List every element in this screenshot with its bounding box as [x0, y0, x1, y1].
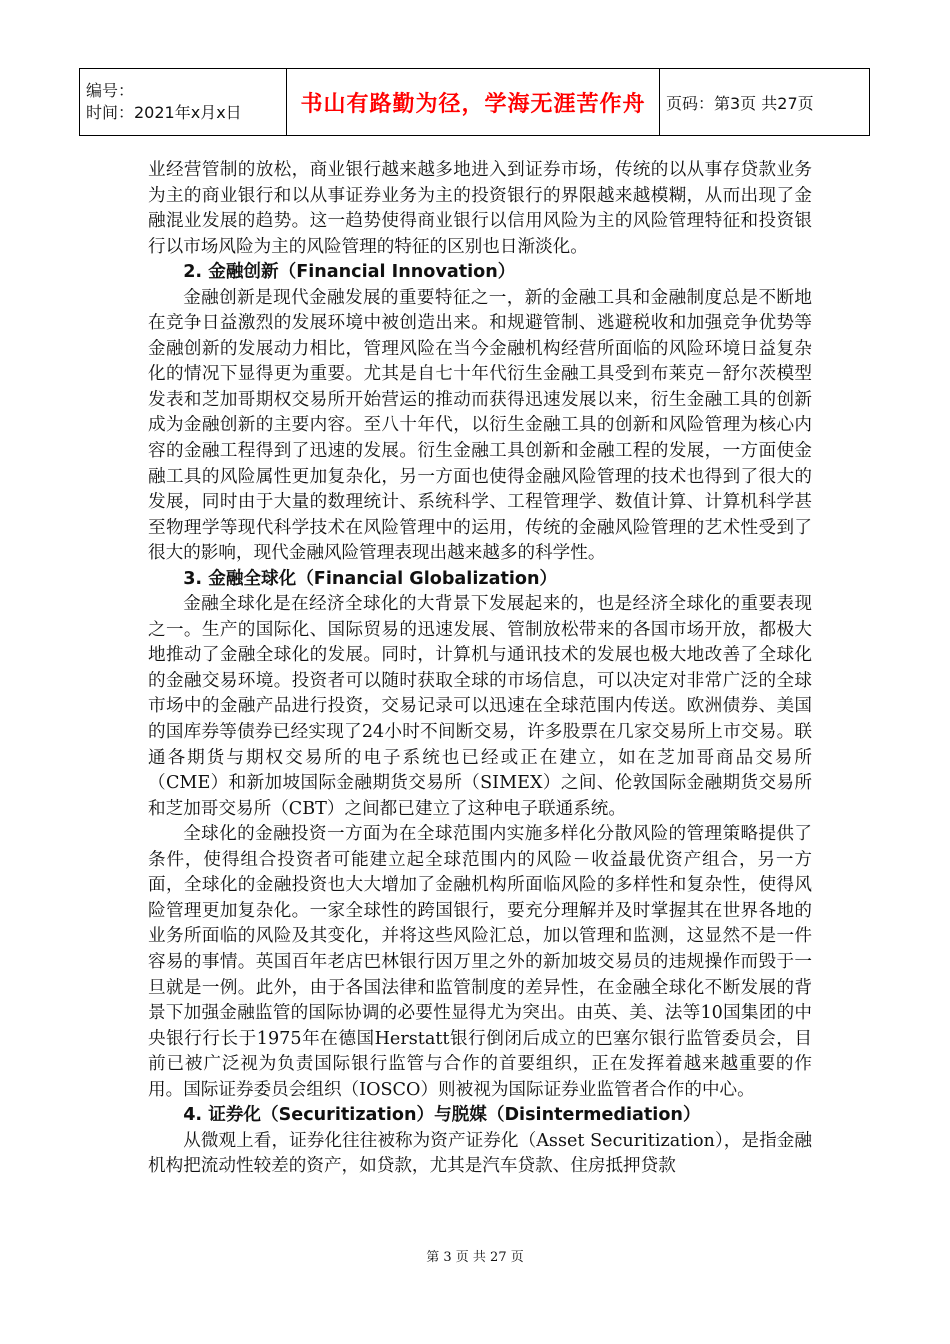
header-motto: 书山有路勤为径，学海无涯苦作舟 [287, 69, 660, 136]
document-body [148, 158, 812, 1180]
paragraph-globalization-2: 全球化的金融投资一方面为在全球范围内实施多样化分散风险的管理策略提供了条件，使得组合投资者可能建立起全球范围内的风险－收益最优资产组合，另一方面，全球化的金融投资也大大增加了金融机构所面临风险的多样性和复杂性，使得风险管理更加复杂化。一家全球性的跨国银行，要充分理解并及时掌握其在世界各地的业务所面临的风险及其变化，并将这些风险汇总，加以管理和监测，这显然不是一件容易的事情。英国百年老店巴林银行因万里之外的新加坡交易员的违规操作而毁于一旦就是一例。此外，由于各国法律和监管制度的差异性，在金融全球化不断发展的背景下加强金融监管的国际协调的必要性显得尤为突出。由英、美、法等10国集团的中央银行行长于1975年在德国Herstatt银行倒闭后成立的巴塞尔银行监管委员会，目前已被广泛视为负责国际银行监管与合作的首要组织，正在发挥着越来越重要的作用。国际证券委员会组织（IOSCO）则被视为国际证券业监管者合作的中心。 [148, 824, 812, 1100]
page-footer: 第 3 页 共 27 页 [426, 1250, 524, 1265]
header-meta [80, 69, 287, 136]
paragraph-continued: 业经营管制的放松，商业银行越来越多地进入到证券市场，传统的以从事存贷款业务为主的商业银行和以从事证券业务为主的投资银行的界限越来越模糊，从而出现了金融混业发展的趋势。这一趋势使得商业银行以信用风险为主的风险管理特征和投资银行以市场风险为主的风险管理的特征的区别也日渐淡化。 [148, 160, 812, 257]
document-date-label: 时间：2021年x月x日 [86, 103, 242, 122]
paragraph-securitization: 从微观上看，证券化往往被称为资产证券化（Asset Securitization），是指金融机构把流动性较差的资产，如贷款，尤其是汽车贷款、住房抵押贷款 [148, 1130, 812, 1177]
page-header [79, 68, 870, 136]
paragraph-financial-innovation: 金融创新是现代金融发展的重要特征之一，新的金融工具和金融制度总是不断地在竞争日益激烈的发展环境中被创造出来。和规避管制、逃避税收和加强竞争优势等金融创新的发展动力相比，管理风险在当今金融机构经营所面临的风险环境日益复杂化的情况下显得更为重要。尤其是自七十年代衍生金融工具受到布莱克－舒尔茨模型发表和芝加哥期权交易所开始营运的推动而获得迅速发展以来，衍生金融工具的创新成为金融创新的主要内容。至八十年代，以衍生金融工具的创新和风险管理为核心内容的金融工程得到了迅速的发展。衍生金融工具创新和金融工程的发展，一方面使金融工具的风险属性更加复杂化，另一方面也使得金融风险管理的技术也得到了很大的发展，同时由于大量的数理统计、系统科学、工程管理学、数值计算、计算机科学甚至物理学等现代科学技术在风险管理中的运用，传统的金融风险管理的艺术性受到了很大的影响，现代金融风险管理表现出越来越多的科学性。 [148, 287, 812, 564]
section-heading-financial-innovation: 2. 金融创新（Financial Innovation） [183, 262, 516, 283]
section-heading-financial-globalization: 3. 金融全球化（Financial Globalization） [183, 568, 558, 589]
section-heading-securitization: 4. 证券化（Securitization）与脱媒（Disintermediation） [183, 1105, 701, 1126]
paragraph-globalization-1: 金融全球化是在经济全球化的大背景下发展起来的，也是经济全球化的重要表现之一。生产的国际化、国际贸易的迅速发展、管制放松带来的各国市场开放，都极大地推动了金融全球化的发展。同时，计算机与通讯技术的发展也极大地改善了全球化的金融交易环境。投资者可以随时获取全球的市场信息，可以决定对非常广泛的全球市场中的金融产品进行投资，交易记录可以迅速在全球范围内传送。欧洲债券、美国的国库券等债券已经实现了24小时不间断交易，许多股票在几家交易所上市交易。联通各期货与期权交易所的电子系统也已经或正在建立，如在芝加哥商品交易所（CME）和新加坡国际金融期货交易所（SIMEX）之间、伦敦国际金融期货交易所和芝加哥交易所（CBT）之间都已建立了这种电子联通系统。 [148, 594, 812, 819]
document-number-label: 编号： [86, 81, 135, 100]
header-page-info: 页码：第3页 共27页 [660, 69, 870, 136]
